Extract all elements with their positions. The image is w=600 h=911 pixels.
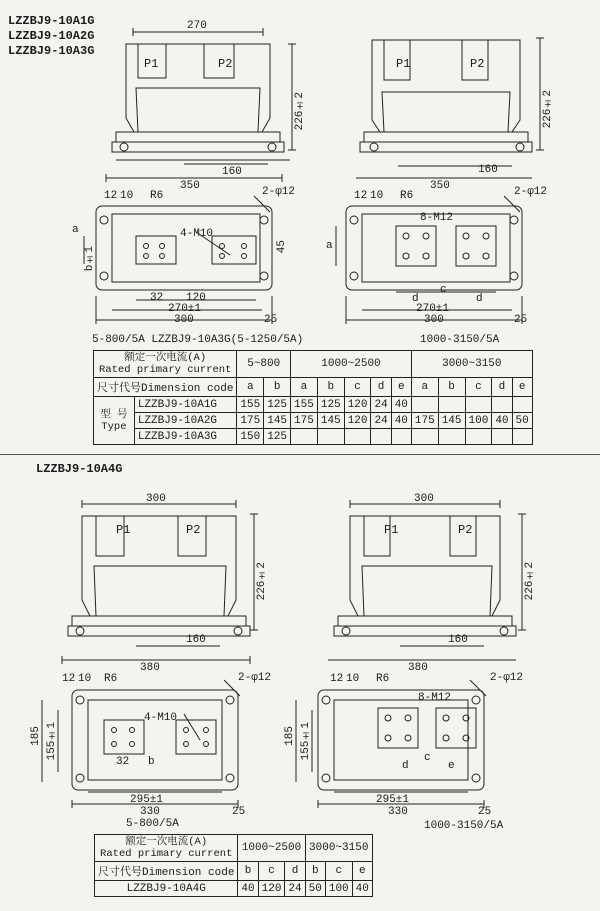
front-view-left-s1 [106,28,296,182]
rated-current-header: 额定一次电流(A) Rated primary current [94,351,237,378]
dim-b: b [148,756,155,768]
code-cell: e [512,378,532,397]
code-cell: c [258,862,285,881]
code-cell: b [305,862,325,881]
value-cell: 40 [352,881,372,897]
value-cell: 145 [317,413,344,429]
terminal-p2-label: P2 [470,57,485,71]
terminal-p1-label: P1 [144,57,159,71]
dim-12: 12 [62,673,76,685]
plan-view-right-s2 [296,680,486,808]
terminal-p1-label: P1 [384,523,399,537]
dim-120: 120 [186,292,206,304]
front-view-right-s2 [328,500,526,660]
dim-b: b±1 [84,246,96,272]
dim-10: 10 [120,190,134,202]
value-cell [391,429,411,445]
dim-25: 25 [232,806,246,818]
dim-12: 12 [330,673,344,685]
hole-label: 2-φ12 [262,186,296,198]
radius-label: R6 [376,673,390,685]
value-cell [465,429,492,445]
dim-d: d [476,293,483,305]
value-cell: 100 [325,881,352,897]
code-cell: b [317,378,344,397]
radius-label: R6 [104,673,118,685]
terminal-p2-label: P2 [458,523,473,537]
drawing-caption: 5-800/5A LZZBJ9-10A3G(5-1250/5A) [92,334,304,346]
dim-32: 32 [150,292,164,304]
code-cell: c [344,378,371,397]
value-cell: 175 [237,413,264,429]
dim-25: 25 [514,314,528,326]
code-cell: a [291,378,318,397]
dimension-table-s1 [93,350,533,445]
hole-label: 2-φ12 [490,672,524,684]
radius-label: R6 [150,190,164,202]
dim-base-inner: 160 [222,166,242,178]
code-cell: c [465,378,492,397]
hole-label: 2-φ12 [238,672,272,684]
dim-295: 295±1 [376,794,410,806]
dim-d: d [412,293,419,305]
code-cell: b [238,862,258,881]
value-cell: 40 [391,413,411,429]
value-cell [438,397,465,413]
bolt-label: 4-M10 [180,228,214,240]
value-cell: 40 [492,413,512,429]
value-cell: 120 [344,397,371,413]
value-cell [411,429,438,445]
dim-c: c [424,752,431,764]
range-cell: 5~800 [237,351,291,378]
value-cell: 40 [238,881,258,897]
value-cell: 40 [391,397,411,413]
bolt-label: 8-M12 [418,692,452,704]
value-cell: 120 [258,881,285,897]
range-cell: 1000~2500 [291,351,412,378]
dim-base-inner: 160 [186,634,206,646]
dim-c: c [440,284,447,296]
dim-300: 300 [174,314,194,326]
model-cell: LZZBJ9-10A1G [134,397,237,413]
dim-10: 10 [370,190,384,202]
code-cell: d [285,862,305,881]
code-cell: d [492,378,512,397]
dim-d: d [402,760,409,772]
dim-25: 25 [264,314,278,326]
plan-view-left-s2 [42,680,240,808]
dim-12: 12 [104,190,118,202]
dim-height: 226±2 [256,562,268,601]
dimension-table-s2 [94,834,373,897]
code-cell: d [371,378,391,397]
bolt-label: 8-M12 [420,212,454,224]
section2-model-title: LZZBJ9-10A4G [36,462,123,476]
model-label: LZZBJ9-10A1G [8,14,95,28]
value-cell [512,397,532,413]
rated-current-header: 额定一次电流(A) Rated primary current [95,835,238,862]
dim-10: 10 [346,673,360,685]
bolt-label: 4-M10 [144,712,178,724]
dim-185: 185 [284,726,296,746]
model-cell: LZZBJ9-10A3G [134,429,237,445]
value-cell: 50 [305,881,325,897]
value-cell: 24 [371,413,391,429]
dim-width-top: 270 [187,20,207,32]
dim-295: 295±1 [130,794,164,806]
value-cell: 155 [291,397,318,413]
dim-330: 330 [388,806,408,818]
value-cell [492,429,512,445]
model-label: LZZBJ9-10A2G [8,29,95,43]
dimension-code-header: 尺寸代号Dimension code [95,862,238,881]
dim-base-inner: 160 [478,164,498,176]
value-cell [512,429,532,445]
value-cell: 155 [237,397,264,413]
value-cell: 150 [237,429,264,445]
value-cell [492,397,512,413]
range-cell: 1000~2500 [238,835,305,862]
dim-e: e [448,760,455,772]
value-cell: 24 [371,397,391,413]
dim-height: 226±2 [542,90,554,129]
dim-a: a [72,224,79,236]
radius-label: R6 [400,190,414,202]
value-cell [411,397,438,413]
section-divider [0,454,600,455]
dimension-code-header: 尺寸代号Dimension code [94,378,237,397]
code-cell: e [352,862,372,881]
range-cell: 3000~3150 [411,351,532,378]
drawing-caption: 1000-3150/5A [420,334,500,346]
dim-base-outer: 380 [408,662,428,674]
value-cell [344,429,371,445]
value-cell [317,429,344,445]
dim-base-inner: 160 [448,634,468,646]
dim-12: 12 [354,190,368,202]
value-cell: 145 [264,413,291,429]
value-cell: 50 [512,413,532,429]
dim-base-outer: 380 [140,662,160,674]
type-header: 型 号 Type [94,397,135,445]
dim-300: 300 [424,314,444,326]
dim-155: 155±1 [300,722,312,761]
dim-width-top: 300 [414,493,434,505]
dim-270: 270±1 [416,303,450,315]
model-cell: LZZBJ9-10A4G [95,881,238,897]
value-cell: 175 [411,413,438,429]
value-cell: 145 [438,413,465,429]
value-cell [438,429,465,445]
value-cell: 125 [264,397,291,413]
value-cell: 175 [291,413,318,429]
dim-270: 270±1 [168,303,202,315]
code-cell: b [438,378,465,397]
hole-label: 2-φ12 [514,186,548,198]
code-cell: a [237,378,264,397]
value-cell: 125 [264,429,291,445]
model-cell: LZZBJ9-10A2G [134,413,237,429]
dim-45: 45 [276,240,288,254]
value-cell [291,429,318,445]
dim-185: 185 [30,726,42,746]
code-cell: b [264,378,291,397]
dim-height: 226±2 [524,562,536,601]
dim-width-top: 300 [146,493,166,505]
dim-330: 330 [140,806,160,818]
dim-32: 32 [116,756,130,768]
code-cell: e [391,378,411,397]
terminal-p1-label: P1 [116,523,131,537]
value-cell: 125 [317,397,344,413]
value-cell: 100 [465,413,492,429]
terminal-p2-label: P2 [186,523,201,537]
dim-base-outer: 350 [430,180,450,192]
code-cell: a [411,378,438,397]
dim-10: 10 [78,673,92,685]
value-cell [371,429,391,445]
front-view-right-s1 [356,38,544,178]
dim-base-outer: 350 [180,180,200,192]
value-cell: 120 [344,413,371,429]
range-cell: 3000~3150 [305,835,372,862]
model-label: LZZBJ9-10A3G [8,44,95,58]
drawing-caption: 5-800/5A [126,818,179,830]
dim-height: 226±2 [294,92,306,131]
drawing-caption: 1000-3150/5A [424,820,504,832]
code-cell: c [325,862,352,881]
front-view-left-s2 [62,500,258,664]
value-cell [465,397,492,413]
dim-25: 25 [478,806,492,818]
dim-a: a [326,240,333,252]
value-cell: 24 [285,881,305,897]
terminal-p1-label: P1 [396,57,411,71]
terminal-p2-label: P2 [218,57,233,71]
dim-155: 155±1 [46,722,58,761]
